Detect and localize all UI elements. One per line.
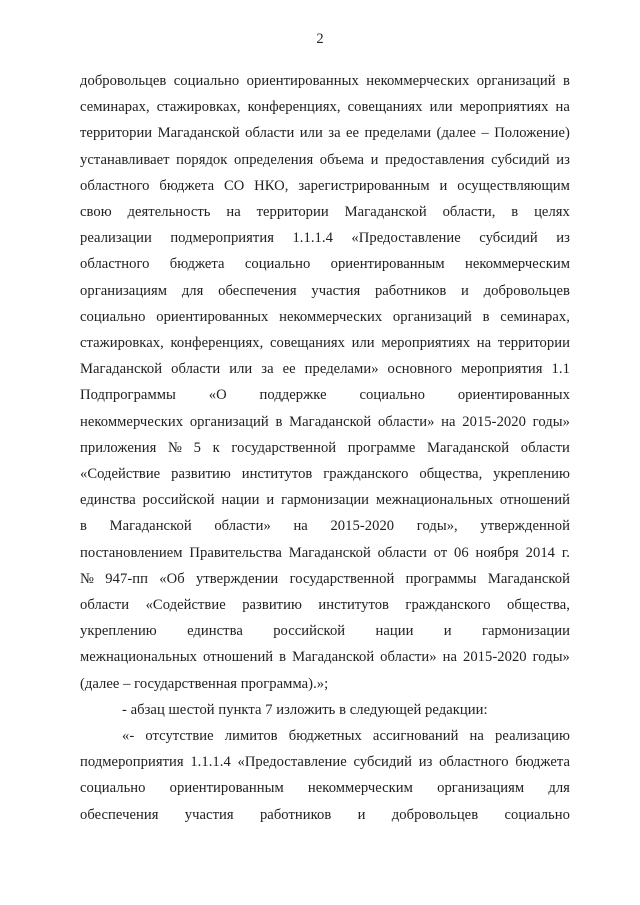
document-line [80, 251, 570, 277]
document-word: 947-пп [105, 570, 148, 587]
document-word: мероприятиях [459, 99, 549, 116]
document-word: в [482, 308, 490, 325]
document-line [80, 173, 570, 199]
document-line [80, 540, 570, 566]
document-word: отсутствие [145, 728, 214, 745]
document-word: общества, [419, 466, 483, 483]
document-word: Подпрограммы [80, 387, 176, 404]
document-word: лимитов [224, 728, 278, 745]
document-word: социально [359, 387, 425, 404]
document-word: бюджета [169, 256, 225, 273]
document-word: утверждении [196, 570, 279, 587]
document-word: российской [142, 492, 215, 509]
document-line [80, 330, 570, 356]
document-word: реализацию [495, 728, 570, 745]
document-word: на [476, 335, 492, 352]
document-word: из [556, 230, 570, 247]
document-word: (далее [436, 125, 476, 142]
document-word: областного [80, 256, 150, 273]
document-word: нации [221, 492, 260, 509]
document-word: ориентированным [330, 256, 445, 273]
document-word: 2015-2020 [462, 649, 527, 666]
document-line [80, 566, 570, 592]
document-word: российской [273, 623, 346, 640]
document-line [80, 382, 570, 408]
document-word: организациям [80, 282, 168, 299]
document-word: деятельность [127, 204, 211, 221]
document-word: совещаниях [347, 99, 423, 116]
document-word: укреплению [80, 623, 157, 640]
document-word: ориентированных [156, 308, 269, 325]
document-word: свою [80, 204, 112, 221]
document-word: № [80, 570, 94, 587]
document-word: общества, [507, 597, 570, 614]
document-word: «Содействие [80, 466, 161, 483]
document-word: нации [375, 623, 414, 640]
document-word: области» [380, 649, 437, 666]
document-word: пределами [364, 125, 432, 142]
document-word: мероприятия [461, 361, 543, 378]
document-word: 1.1.1.4 [292, 230, 333, 247]
document-word: субсидий [479, 230, 538, 247]
document-line [80, 723, 570, 749]
document-word: для [181, 282, 204, 299]
document-word: за [328, 125, 341, 142]
page-number: 2 [316, 31, 324, 47]
document-word: гармонизации [281, 492, 370, 509]
document-word: стажировках, [80, 335, 164, 352]
document-line [80, 199, 570, 225]
document-word: целях [534, 204, 570, 221]
document-line [80, 120, 570, 146]
document-word: субсидий [491, 151, 550, 168]
document-word: или [299, 125, 323, 142]
document-word: институтов [318, 597, 389, 614]
document-word: ноября [475, 544, 519, 561]
document-line [80, 356, 570, 382]
document-word: в [563, 73, 570, 89]
document-word: ориентированных [457, 387, 570, 404]
document-word: и [266, 492, 275, 509]
document-line [80, 461, 570, 487]
document-line [80, 147, 570, 173]
document-word: отношений [202, 649, 274, 666]
document-word: из [556, 151, 570, 168]
document-word: обеспечения [80, 806, 159, 823]
document-word: на [226, 204, 241, 221]
document-word: годы» [532, 649, 570, 666]
document-word: конференциях, [247, 99, 341, 116]
document-word: от [433, 544, 448, 561]
document-word: межнациональных [375, 492, 493, 509]
document-word: участия [311, 282, 361, 299]
document-word: организаций [392, 308, 472, 325]
document-word: к [212, 439, 220, 456]
document-line [80, 409, 570, 435]
document-word: 5 [193, 439, 201, 456]
document-word: определения [233, 151, 314, 168]
document-word: работников [374, 282, 447, 299]
document-word: территории [80, 125, 153, 142]
document-word: на [442, 649, 457, 666]
document-line [80, 68, 570, 94]
document-line [80, 618, 570, 644]
document-word: ассигнований [372, 728, 459, 745]
document-word: областного [439, 754, 509, 771]
document-word: социально [173, 73, 240, 89]
document-word: пределами» [304, 361, 379, 378]
document-line [80, 513, 570, 539]
document-word: «Предоставление [237, 754, 347, 771]
document-word: г. [561, 544, 570, 561]
document-word: добровольцев [80, 73, 167, 89]
document-line [80, 278, 570, 304]
document-word: участия [184, 806, 234, 823]
document-word: 1.1.1.4 [190, 754, 231, 771]
document-word: государственной [231, 439, 337, 456]
document-word: Магаданской [487, 570, 570, 587]
document-word: поддержке [259, 387, 327, 404]
document-word: «О [208, 387, 227, 404]
document-word: на [469, 728, 484, 745]
document-word: бюджета [515, 754, 570, 771]
document-word: социально [80, 780, 146, 797]
document-word: в [511, 204, 519, 221]
document-word: некоммерческих [80, 413, 184, 430]
document-word: 2015-2020 [330, 518, 395, 535]
document-word: области [171, 361, 221, 378]
document-word: некоммерческим [307, 780, 413, 797]
document-line [80, 304, 570, 330]
document-word: развитию [242, 597, 302, 614]
document-line [80, 775, 570, 801]
document-word: добровольцев [391, 806, 479, 823]
document-word: Магаданской [109, 518, 192, 535]
document-word: 2014 [525, 544, 556, 561]
document-line [80, 487, 570, 513]
document-word: годы», [416, 518, 458, 535]
document-word: из [418, 754, 433, 771]
document-word: Магаданской [288, 544, 371, 561]
document-word: «Предоставление [351, 230, 461, 247]
document-word: Магаданской [157, 125, 240, 142]
document-word: «- [122, 728, 135, 745]
document-line [80, 802, 570, 828]
document-word: области, [442, 204, 496, 221]
document-word: отношений [499, 492, 570, 509]
document-word: областного [80, 177, 150, 194]
document-word: развитию [171, 466, 231, 483]
document-word: Магаданской [289, 413, 372, 430]
document-word: единства [187, 623, 243, 640]
document-line [80, 644, 570, 670]
document-word: и [443, 623, 452, 640]
document-line [80, 435, 570, 461]
document-word: стажировках, [156, 99, 241, 116]
document-word: постановлением [80, 544, 183, 561]
document-word: межнациональных [80, 649, 198, 666]
document-word: области [245, 125, 295, 142]
document-word: Магаданской [427, 439, 510, 456]
document-word: области [80, 597, 130, 614]
document-word: ориентированным [169, 780, 284, 797]
document-word: осуществляющим [457, 177, 570, 194]
document-word: бюджетных [288, 728, 362, 745]
document-line [80, 225, 570, 251]
document-word: и [439, 177, 448, 194]
document-line: - абзац шестой пункта 7 изложить в следующей редакции: [122, 701, 488, 718]
document-word: совещаниях [270, 335, 345, 352]
document-word: области» [377, 413, 435, 430]
document-word: единства [80, 492, 136, 509]
document-text-body [80, 68, 570, 828]
document-line [80, 749, 570, 775]
document-word: и [461, 282, 469, 299]
document-word: «Об [159, 570, 185, 587]
document-word: некоммерческим [464, 256, 570, 273]
document-word: укреплению [493, 466, 570, 483]
document-word: институтов [241, 466, 313, 483]
document-word: организаций [189, 413, 269, 430]
document-word: 2015-2020 [462, 413, 526, 430]
document-word: приложения [80, 439, 157, 456]
document-word: мероприятиях [381, 335, 471, 352]
document-word: гармонизации [481, 623, 570, 640]
document-word: годы» [532, 413, 570, 430]
document-word: для [548, 780, 570, 797]
document-word: Магаданской [344, 204, 427, 221]
document-word: и [357, 806, 366, 823]
document-word: бюджета [159, 177, 215, 194]
document-word: организациям [437, 780, 525, 797]
document-word: за [261, 361, 274, 378]
document-word: на [555, 99, 570, 116]
document-word: Магаданской [80, 361, 163, 378]
document-word: социально [244, 256, 311, 273]
document-word: государственной [289, 570, 395, 587]
document-word: ориентированных [246, 73, 359, 89]
document-word: работников [259, 806, 332, 823]
document-word: гражданского [405, 597, 491, 614]
document-word: социально [504, 806, 570, 823]
document-word: в [80, 518, 87, 535]
document-word: 06 [454, 544, 469, 561]
document-word: или [229, 361, 253, 378]
document-word: утвержденной [480, 518, 570, 535]
document-word: № [167, 439, 182, 456]
document-word: в [279, 649, 287, 666]
document-word: в [275, 413, 283, 430]
document-word: «Содействие [145, 597, 226, 614]
document-word: на [441, 413, 456, 430]
document-word: области [377, 544, 427, 561]
document-word: СО [223, 177, 245, 194]
document-word: семинарах, [80, 99, 150, 116]
document-word: Магаданской [292, 649, 375, 666]
document-word: ее [282, 361, 296, 378]
document-word: зарегистрированным [298, 177, 430, 194]
document-word: или [351, 335, 375, 352]
document-word: предоставления [385, 151, 485, 168]
document-word: территории [256, 204, 329, 221]
document-word: некоммерческих [366, 73, 470, 89]
document-word: гражданского [323, 466, 409, 483]
document-line [80, 94, 570, 120]
document-word: на [293, 518, 308, 535]
document-line: (далее – государственная программа).»; [80, 675, 329, 692]
document-word: подмероприятия [170, 230, 274, 247]
document-word: 1.1 [551, 361, 570, 378]
document-word: НКО, [254, 177, 289, 194]
document-word: основного [387, 361, 453, 378]
document-word: или [429, 99, 453, 116]
document-line [80, 592, 570, 618]
document-word: Правительства [189, 544, 282, 561]
document-word: порядок [176, 151, 228, 168]
document-word: и [370, 151, 379, 168]
document-word: программе [347, 439, 416, 456]
document-word: объема [319, 151, 365, 168]
document-word: – [481, 125, 489, 142]
document-word: организаций [476, 73, 556, 89]
document-word: некоммерческих [279, 308, 383, 325]
document-word: семинарах, [500, 308, 570, 325]
document-word: области» [214, 518, 271, 535]
document-word: добровольцев [483, 282, 570, 299]
document-word: обеспечения [218, 282, 297, 299]
document-word: ее [346, 125, 360, 142]
document-word: конференциях, [170, 335, 264, 352]
document-word: программы [405, 570, 477, 587]
document-word: реализации [80, 230, 152, 247]
document-word: Положение) [494, 125, 570, 142]
document-word: социально [80, 308, 146, 325]
document-word: подмероприятия [80, 754, 184, 771]
document-word: устанавливает [80, 151, 170, 168]
document-word: территории [497, 335, 570, 352]
document-word: субсидий [353, 754, 413, 771]
document-word: области [520, 439, 570, 456]
